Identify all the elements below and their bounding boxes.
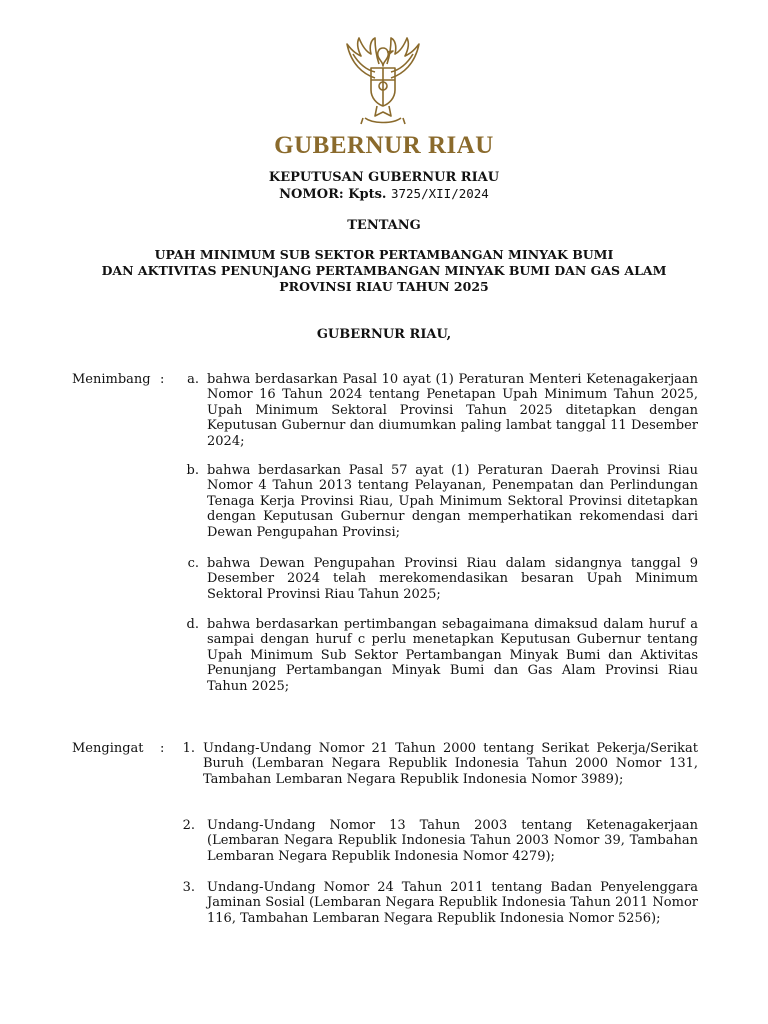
title-line: UPAH MINIMUM SUB SEKTOR PERTAMBANGAN MINYAK BUMI: [154, 247, 614, 262]
menimbang-item: bahwa berdasarkan pertimbangan sebagaimana dimaksud dalam huruf a sampai dengan huruf c perlu menetapkan Keputusan Gubernur tentang Upah Minimum Sub Sektor Pertambangan Minyak Bumi dan Aktivitas Penunjang Pertambangan Minyak Bumi dan Gas Alam Provinsi Riau Tahun 2025;: [207, 617, 698, 694]
menimbang-item: bahwa berdasarkan Pasal 10 ayat (1) Peraturan Menteri Ketenagakerjaan Nomor 16 Tahun 2024 tentang Penetapan Upah Minimum Tahun 2025, Upah Minimum Sektoral Provinsi Tahun 2025 ditetapkan dengan Keputusan Gubernur dan diumumkan paling lambat tanggal 11 Desember 2024;: [207, 372, 698, 449]
menimbang-label: Menimbang: [72, 372, 151, 387]
title-line: PROVINSI RIAU TAHUN 2025: [279, 279, 489, 294]
nomor-value: 3725/XII/2024: [390, 186, 489, 201]
title-line: DAN AKTIVITAS PENUNJANG PERTAMBANGAN MINYAK BUMI DAN GAS ALAM: [101, 263, 667, 278]
mengingat-item: Undang-Undang Nomor 21 Tahun 2000 tentang Serikat Pekerja/Serikat Buruh (Lembaran Negara Republik Indonesia Tahun 2000 Nomor 131, Tambahan Lembaran Negara Republik Indonesia Nomor 3989);: [203, 741, 698, 787]
brand-wordmark: GUBERNUR RIAU: [274, 132, 494, 159]
menimbang-marker: b.: [186, 463, 199, 478]
menimbang-marker: a.: [187, 372, 199, 387]
menimbang-item: bahwa Dewan Pengupahan Provinsi Riau dalam sidangnya tanggal 9 Desember 2024 telah merekomendasikan besaran Upah Minimum Sektoral Provinsi Riau Tahun 2025;: [207, 556, 698, 602]
mengingat-item: Undang-Undang Nomor 24 Tahun 2011 tentang Badan Penyelenggara Jaminan Sosial (Lembaran Negara Republik Indonesia Tahun 2011 Nomor 116, Tambahan Lembaran Negara Republik Indonesia Nomor 5256);: [207, 880, 698, 926]
tentang-heading: TENTANG: [347, 218, 421, 233]
menimbang-marker: c.: [187, 556, 199, 571]
decree-number: [0, 186, 768, 203]
mengingat-marker: 2.: [182, 818, 195, 833]
decree-heading: KEPUTUSAN GUBERNUR RIAU: [268, 170, 500, 185]
garuda-emblem-icon: [339, 34, 427, 130]
mengingat-marker: 1.: [182, 741, 195, 756]
decree-title: [40, 247, 728, 295]
menimbang-marker: d.: [186, 617, 199, 632]
mengingat-marker: 3.: [182, 880, 195, 895]
nomor-label: NOMOR: Kpts.: [279, 187, 387, 202]
mengingat-label: Mengingat: [72, 741, 144, 756]
mengingat-item: Undang-Undang Nomor 13 Tahun 2003 tentang Ketenagakerjaan (Lembaran Negara Republik Indonesia Tahun 2003 Nomor 39, Tambahan Lembaran Negara Republik Indonesia Nomor 4279);: [207, 818, 698, 864]
menimbang-item: bahwa berdasarkan Pasal 57 ayat (1) Peraturan Daerah Provinsi Riau Nomor 4 Tahun 2013 tentang Pelayanan, Penempatan dan Perlindungan Tenaga Kerja Provinsi Riau, Upah Minimum Sektoral Provinsi ditetapkan dengan Keputusan Gubernur dengan memperhatikan rekomendasi dari Dewan Pengupahan Provinsi;: [207, 463, 698, 540]
issuer-heading: GUBERNUR RIAU,: [316, 327, 452, 342]
mengingat-colon: :: [160, 741, 165, 756]
menimbang-colon: :: [160, 372, 165, 387]
